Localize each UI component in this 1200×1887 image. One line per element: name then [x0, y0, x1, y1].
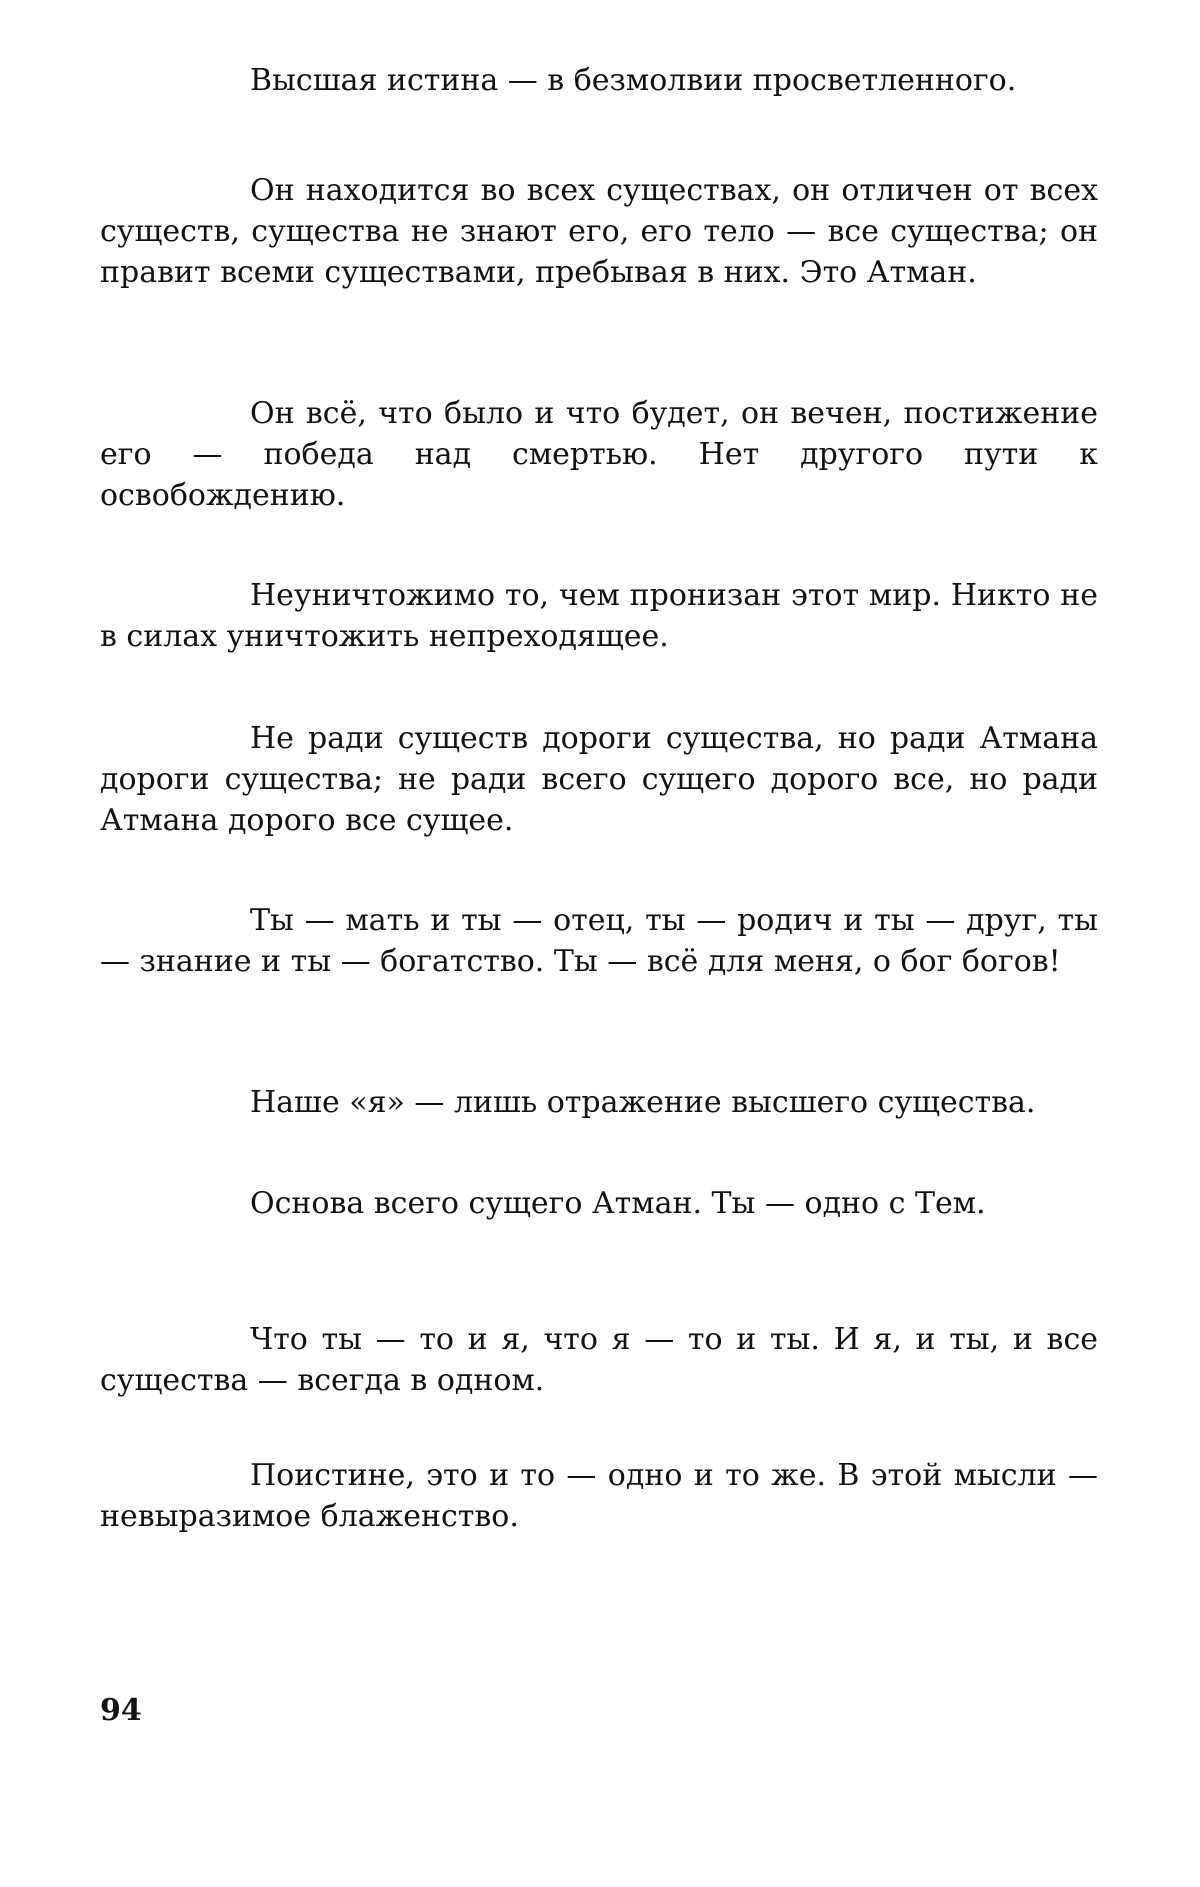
paragraph-1: Высшая истина — в безмолвии просветленного.	[250, 63, 1017, 98]
paragraph-6: Ты — мать и ты — отец, ты — родич и ты — друг, ты — знание и ты — богатство. Ты — всё для меня, о бог богов!	[100, 903, 1098, 979]
paragraph-7: Наше «я» — лишь отражение высшего существа.	[250, 1085, 1036, 1120]
paragraph-3: Он всё, что было и что будет, он вечен, постижение его — победа над смертью. Нет другого пути к освобождению.	[100, 396, 1098, 513]
paragraph-8: Основа всего сущего Атман. Ты — одно с Тем.	[250, 1186, 986, 1221]
page-number: 94	[100, 1693, 142, 1728]
paragraph-10: Поистине, это и то — одно и то же. В этой мысли — невыразимое блаженство.	[100, 1458, 1098, 1534]
paragraph-5: Не ради существ дороги существа, но ради Атмана дороги существа; не ради всего сущего дорого все, но ради Атмана дорого все сущее.	[100, 721, 1098, 838]
paragraph-2: Он находится во всех существах, он отличен от всех существ, существа не знают его, его тело — все существа; он правит всеми существами, пребывая в них. Это Атман.	[100, 173, 1098, 290]
paragraph-9: Что ты — то и я, что я — то и ты. И я, и ты, и все существа — всегда в одном.	[100, 1322, 1098, 1398]
paragraph-4: Неуничтожимо то, чем пронизан этот мир. Никто не в силах уничтожить непреходящее.	[100, 578, 1098, 654]
